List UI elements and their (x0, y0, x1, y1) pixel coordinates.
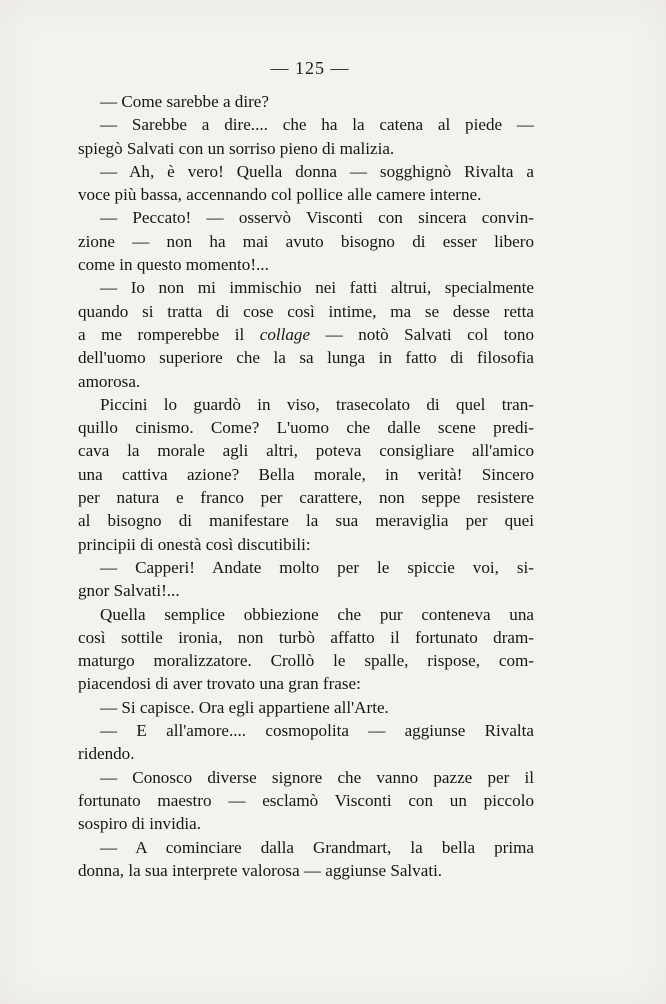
text-line: cava la morale agli altri, poteva consigliare all'amico (78, 441, 534, 461)
body-text (78, 90, 534, 882)
text-line: — Peccato! — osservò Visconti con sincera convin- (100, 208, 534, 228)
text-line: — E all'amore.... cosmopolita — aggiunse Rivalta (100, 721, 534, 741)
text-line: — A cominciare dalla Grandmart, la bella prima (100, 837, 534, 857)
text-line: Piccini lo guardò in viso, trasecolato di quel tran- (100, 394, 534, 414)
text-line: donna, la sua interprete valorosa — aggiunse Salvati. (78, 860, 443, 880)
text-line: amorosa. (78, 371, 141, 391)
text-line: Quella semplice obbiezione che pur conteneva una (100, 604, 534, 624)
page-number: — 125 — (270, 58, 350, 78)
text-line: spiegò Salvati con un sorriso pieno di malizia. (78, 138, 395, 158)
text-line: una cattiva azione? Bella morale, in verità! Sincero (78, 464, 534, 484)
text-line: — Come sarebbe a dire? (100, 92, 269, 111)
text-line: quando si tratta di cose così intime, ma se desse retta (78, 301, 534, 321)
text-line: zione — non ha mai avuto bisogno di esser libero (78, 231, 534, 251)
text-line: per natura e franco per carattere, non seppe resistere (78, 488, 534, 508)
text-segment: a me romperebbe il (78, 324, 260, 344)
text-line: voce più bassa, accennando col pollice alle camere interne. (78, 185, 482, 205)
text-line: — Capperi! Andate molto per le spiccie voi, si- (100, 557, 534, 577)
text-line: come in questo momento!... (78, 255, 269, 275)
text-line: — Io non mi immischio nei fatti altrui, specialmente (100, 278, 534, 298)
text-line: — Si capisce. Ora egli appartiene all'Arte. (100, 697, 389, 717)
text-line: fortunato maestro — esclamò Visconti con un piccolo (78, 790, 534, 810)
text-segment: — notò Salvati col tono (310, 324, 534, 344)
text-line: quillo cinismo. Come? L'uomo che dalle scene predi- (78, 418, 534, 438)
text-line: sospiro di invidia. (78, 814, 201, 834)
text-line: principii di onestà così discutibili: (78, 534, 311, 554)
text-line: — Conosco diverse signore che vanno pazze per il (100, 767, 534, 787)
text-line: gnor Salvati!... (78, 581, 180, 601)
text-line: — Ah, è vero! Quella donna — sogghignò Rivalta a (100, 161, 534, 181)
text-line (78, 323, 534, 346)
italic-word: collage (259, 324, 311, 344)
text-line: maturgo moralizzatore. Crollò le spalle, rispose, com- (78, 651, 534, 671)
text-line: piacendosi di aver trovato una gran frase: (78, 674, 361, 694)
text-line: ridendo. (78, 744, 135, 764)
text-line: così sottile ironia, non turbò affatto il fortunato dram- (78, 627, 534, 647)
text-line: — Sarebbe a dire.... che ha la catena al piede — (100, 115, 534, 135)
text-line: al bisogno di manifestare la sua meraviglia per quei (78, 511, 534, 531)
text-line: dell'uomo superiore che la sa lunga in fatto di filosofia (78, 348, 534, 368)
